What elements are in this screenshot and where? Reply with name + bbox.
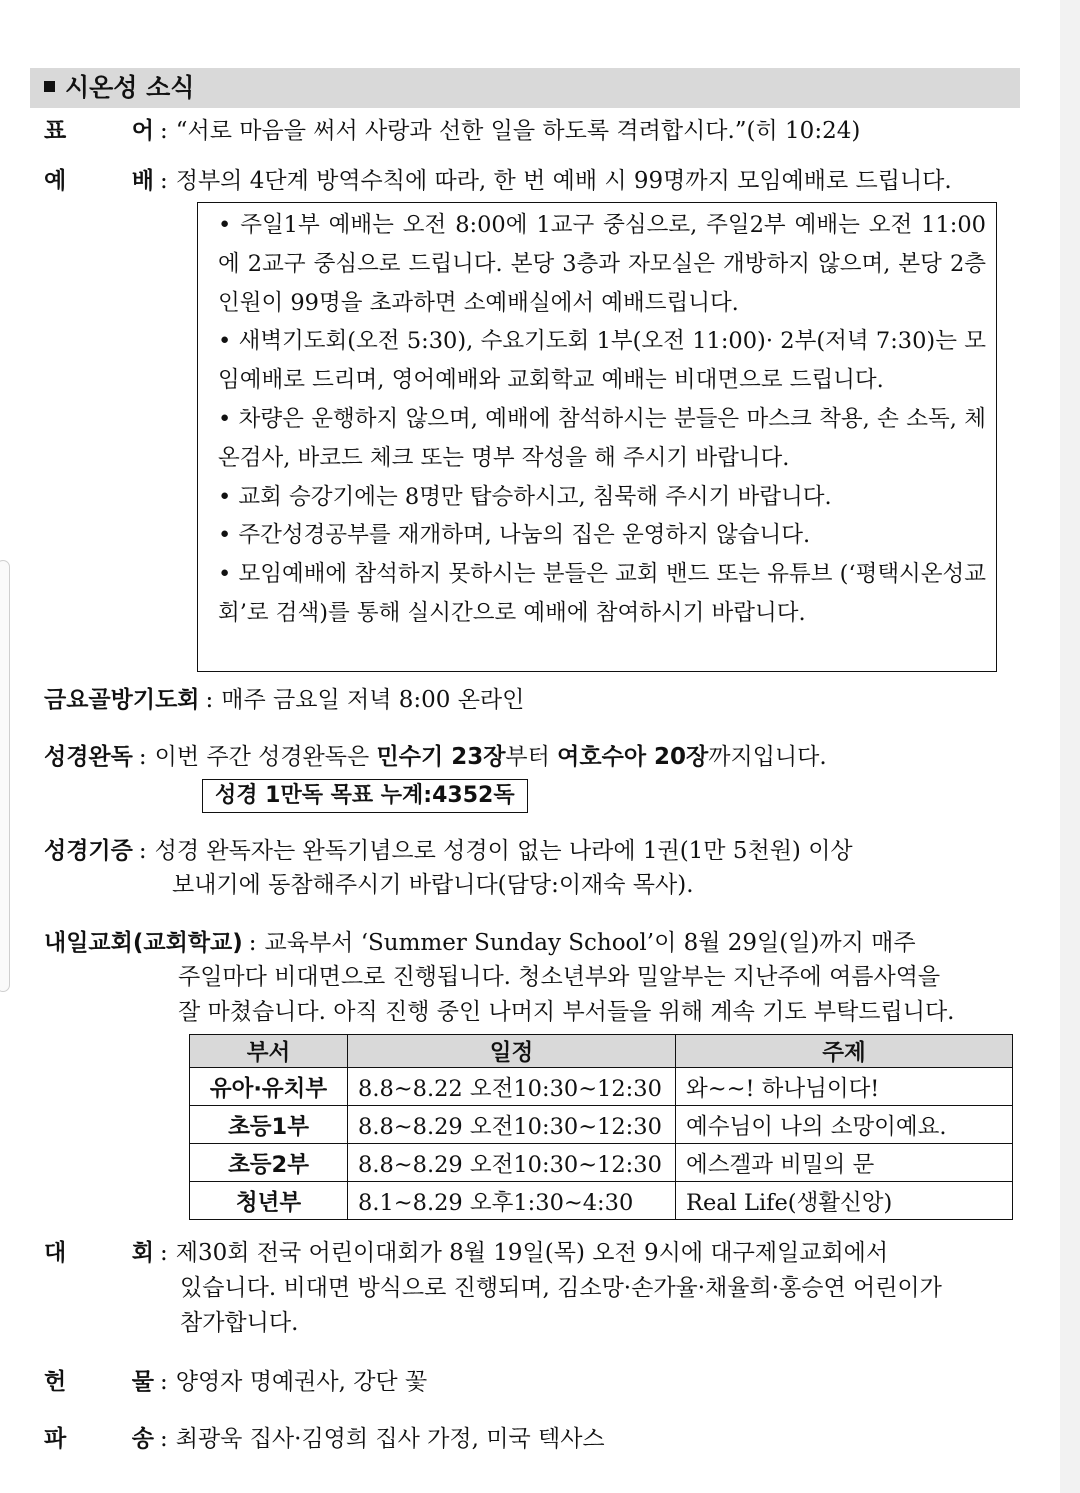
notice-item: • 교회 승강기에는 8명만 탑승하시고, 침묵해 주시기 바랍니다. (218, 483, 832, 510)
bible-donation-row-2 (172, 866, 1020, 904)
department-cell: 초등1부 (190, 1106, 348, 1144)
church-school-line: 교육부서 ‘Summer Sunday School’이 8월 29일(일)까지 매주 (264, 930, 916, 956)
theme-cell: 에스겔과 비밀의 문 (676, 1144, 1013, 1182)
church-school-line: 주일마다 비대면으로 진행됩니다. 청소년부와 밀알부는 지난주에 여름사역을 (178, 964, 941, 990)
theme-cell: 와~~! 하나님이다! (676, 1068, 1013, 1106)
offering-row: 헌 물 : 양영자 명예권사, 강단 꽃 (44, 1363, 1020, 1401)
dispatch-row: 파 송 : 최광욱 집사·김영희 집사 가정, 미국 텍사스 (44, 1420, 1020, 1458)
motto-text: “서로 마음을 써서 사랑과 선한 일을 하도록 격려합시다.”(히 10:24) (175, 118, 861, 144)
schedule-cell: 8.1~8.29 오후1:30~4:30 (348, 1182, 676, 1220)
table-row (190, 1068, 1013, 1106)
square-bullet-icon (44, 81, 55, 92)
convention-row-3 (180, 1304, 1020, 1342)
table-row (190, 1182, 1013, 1220)
theme-cell: 예수님이 나의 소망이예요. (676, 1106, 1013, 1144)
notice-item: • 주간성경공부를 재개하며, 나눔의 집은 운영하지 않습니다. (218, 522, 811, 549)
offering-text: 양영자 명예권사, 강단 꽃 (175, 1369, 428, 1395)
bible-reading-label: 성경완독 (44, 744, 133, 770)
bible-donation-row: 성경기증 : 성경 완독자는 완독기념으로 성경이 없는 나라에 1권(1만 5천원) 이상 (44, 832, 1020, 870)
worship-row: 예 배 : 정부의 4단계 방역수칙에 따라, 한 번 예배 시 99명까지 모임예배로 드립니다. (44, 162, 1000, 200)
church-school-line: 잘 마쳤습니다. 아직 진행 중인 나머지 부서들을 위해 계속 기도 부탁드립니다. (178, 999, 955, 1025)
church-school-label: 내일교회(교회학교) (44, 930, 243, 956)
bible-reading-row: 성경완독 : 이번 주간 성경완독은 민수기 23장부터 여호수아 20장까지입니다. (44, 738, 1020, 776)
column-header: 부서 (190, 1035, 348, 1068)
notice-item: • 모임예배에 참석하지 못하시는 분들은 교회 밴드 또는 유튜브 (‘평택시온성교회’로 검색)를 통해 실시간으로 예배에 참여하시기 바랍니다. (218, 561, 986, 626)
convention-row-2 (180, 1269, 1020, 1307)
friday-prayer-row: 금요골방기도회 : 매주 금요일 저녁 8:00 온라인 (44, 681, 1020, 719)
reading-from: 민수기 23장 (376, 744, 506, 770)
reading-to: 여호수아 20장 (557, 744, 709, 770)
bible-donation-line: 성경 완독자는 완독기념으로 성경이 없는 나라에 1권(1만 5천원) 이상 (154, 838, 853, 864)
table-header-row (190, 1035, 1013, 1068)
table-row (190, 1106, 1013, 1144)
schedule-cell: 8.8~8.22 오전10:30~12:30 (348, 1068, 676, 1106)
notice-item: • 새벽기도회(오전 5:30), 수요기도회 1부(오전 11:00)· 2부(저녁 7:30)는 모임예배로 드리며, 영어예배와 교회학교 예배는 비대면으로 드립니다. (218, 328, 986, 394)
column-header: 주제 (676, 1035, 1013, 1068)
offering-label: 헌 물 (44, 1369, 154, 1395)
section-title: 시온성 소식 (65, 73, 195, 102)
convention-row: 대 회 : 제30회 전국 어린이대회가 8월 19일(목) 오전 9시에 대구제일교회에서 (44, 1234, 1020, 1272)
dispatch-text: 최광욱 집사·김영희 집사 가정, 미국 텍사스 (175, 1426, 605, 1452)
schedule-cell: 8.8~8.29 오전10:30~12:30 (348, 1144, 676, 1182)
department-cell: 유아·유치부 (190, 1068, 348, 1106)
section-header (30, 68, 1020, 108)
theme-cell: Real Life(생활신앙) (676, 1182, 1013, 1220)
church-school-row-3 (178, 993, 1020, 1031)
bible-donation-line: 보내기에 동참해주시기 바랍니다(담당:이재숙 목사). (172, 872, 694, 898)
friday-prayer-text: 매주 금요일 저녁 8:00 온라인 (221, 687, 525, 713)
bible-donation-label: 성경기증 (44, 838, 133, 864)
motto-label: 표 어 (44, 118, 154, 144)
department-cell: 초등2부 (190, 1144, 348, 1182)
convention-line: 있습니다. 비대면 방식으로 진행되며, 김소망·손가율·채율희·홍승연 어린이가 (180, 1275, 942, 1301)
worship-text: 정부의 4단계 방역수칙에 따라, 한 번 예배 시 99명까지 모임예배로 드립니다. (175, 168, 952, 194)
bible-goal-box: 성경 1만독 목표 누계:4352독 (202, 779, 528, 813)
convention-line: 제30회 전국 어린이대회가 8월 19일(목) 오전 9시에 대구제일교회에서 (175, 1240, 889, 1266)
bible-goal-row (202, 776, 1020, 814)
convention-line: 참가합니다. (180, 1310, 299, 1336)
schedule-cell: 8.8~8.29 오전10:30~12:30 (348, 1106, 676, 1144)
worship-label: 예 배 (44, 168, 154, 194)
worship-notice-box (197, 202, 997, 672)
notice-item: • 주일1부 예배는 오전 8:00에 1교구 중심으로, 주일2부 예배는 오전 11:00에 2교구 중심으로 드립니다. 본당 3층과 자모실은 개방하지 않으며, 본당 2층 인원이 99명을 초과하면 소예배실에서 예배드립니다. (218, 212, 986, 316)
table-row (190, 1144, 1013, 1182)
dispatch-label: 파 송 (44, 1426, 154, 1452)
department-cell: 청년부 (190, 1182, 348, 1220)
school-schedule-table (189, 1034, 1013, 1220)
column-header: 일정 (348, 1035, 676, 1068)
motto-row: 표 어 : “서로 마음을 써서 사랑과 선한 일을 하도록 격려합시다.”(히 10:24) (44, 112, 1020, 150)
friday-prayer-label: 금요골방기도회 (44, 687, 200, 713)
page-edge-tab (0, 560, 10, 992)
church-school-row: 내일교회(교회학교) : 교육부서 ‘Summer Sunday School’이 8월 29일(일)까지 매주 (44, 924, 1020, 962)
convention-label: 대 회 (44, 1240, 154, 1266)
notice-item: • 차량은 운행하지 않으며, 예배에 참석하시는 분들은 마스크 착용, 손 소독, 체온검사, 바코드 체크 또는 명부 작성을 해 주시기 바랍니다. (218, 405, 986, 471)
church-school-row-2 (178, 958, 1020, 996)
